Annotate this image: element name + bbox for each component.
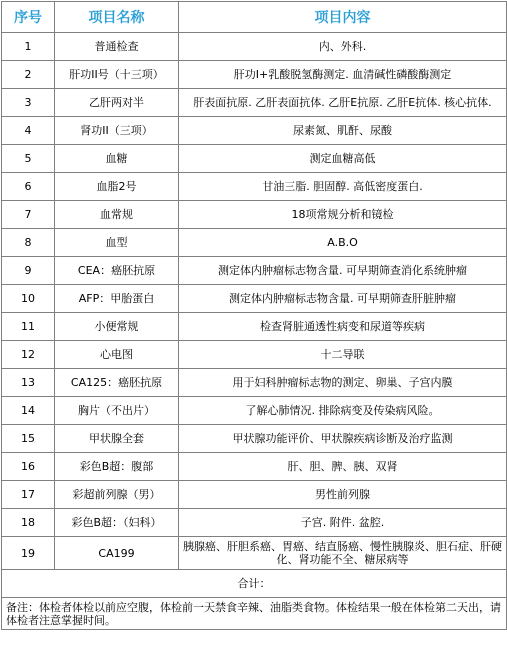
table-row [2,229,507,257]
item-name: 血脂2号 [55,173,179,201]
checkup-table [1,1,507,630]
total-row [2,570,507,598]
item-content: 胰腺癌、肝胆系癌、胃癌、结直肠癌、慢性胰腺炎、胆石症、肝硬化、肾功能不全、糖尿病等 [179,537,507,570]
item-name: 乙肝两对半 [55,89,179,117]
item-content: 测定体内肿瘤标志物含量. 可早期筛查消化系统肿瘤 [179,257,507,285]
row-number: 7 [2,201,55,229]
item-name: 彩超前列腺（男） [55,481,179,509]
table-row [2,201,507,229]
table-row [2,173,507,201]
item-content: 子宫. 附件. 盆腔. [179,509,507,537]
note-text: 备注：体检者体检以前应空腹，体检前一天禁食辛辣、油脂类食物。体检结果一般在体检第二天出，请体检者注意掌握时间。 [2,598,507,630]
item-name: 胸片（不出片） [55,397,179,425]
item-name: 小便常规 [55,313,179,341]
item-content: A.B.O [179,229,507,257]
item-name: 肾功II（三项） [55,117,179,145]
table-row [2,397,507,425]
item-name: CEA：癌胚抗原 [55,257,179,285]
table-row [2,537,507,570]
row-number: 8 [2,229,55,257]
item-content: 肝、胆、脾、胰、双肾 [179,453,507,481]
row-number: 4 [2,117,55,145]
item-content: 内、外科. [179,33,507,61]
table-row [2,313,507,341]
item-content: 肝表面抗原. 乙肝表面抗体. 乙肝E抗原. 乙肝E抗体. 核心抗体. [179,89,507,117]
item-content: 18项常规分析和镜检 [179,201,507,229]
table-row [2,61,507,89]
item-name: 肝功II号（十三项） [55,61,179,89]
total-label: 合计： [2,570,507,598]
row-number: 11 [2,313,55,341]
table-row [2,341,507,369]
item-name: 甲状腺全套 [55,425,179,453]
item-name: 血糖 [55,145,179,173]
item-content: 甲状腺功能评价、甲状腺疾病诊断及治疗监测 [179,425,507,453]
row-number: 19 [2,537,55,570]
item-name: CA125：癌胚抗原 [55,369,179,397]
item-content: 十二导联 [179,341,507,369]
row-number: 2 [2,61,55,89]
row-number: 5 [2,145,55,173]
table-row [2,257,507,285]
header-row [2,2,507,33]
item-name: 血常规 [55,201,179,229]
row-number: 12 [2,341,55,369]
row-number: 3 [2,89,55,117]
item-name: 彩色B超：（妇科） [55,509,179,537]
table-row [2,33,507,61]
table-row [2,285,507,313]
table-row [2,369,507,397]
header-no: 序号 [2,2,55,33]
item-content: 尿素氮、肌酐、尿酸 [179,117,507,145]
table-row [2,89,507,117]
item-name: CA199 [55,537,179,570]
row-number: 1 [2,33,55,61]
row-number: 14 [2,397,55,425]
item-name: 心电图 [55,341,179,369]
row-number: 13 [2,369,55,397]
row-number: 10 [2,285,55,313]
item-content: 甘油三脂. 胆固醇. 高低密度蛋白. [179,173,507,201]
item-content: 检查肾脏通透性病变和尿道等疾病 [179,313,507,341]
item-content: 男性前列腺 [179,481,507,509]
item-content: 肝功Ⅰ+乳酸脱氢酶测定. 血清碱性磷酸酶测定 [179,61,507,89]
header-content: 项目内容 [179,2,507,33]
table-body [2,33,507,570]
table-row [2,481,507,509]
table-row [2,117,507,145]
row-number: 9 [2,257,55,285]
table-row [2,425,507,453]
item-name: 普通检查 [55,33,179,61]
item-content: 测定体内肿瘤标志物含量. 可早期筛查肝脏肿瘤 [179,285,507,313]
row-number: 15 [2,425,55,453]
item-name: 血型 [55,229,179,257]
row-number: 16 [2,453,55,481]
item-name: 彩色B超：腹部 [55,453,179,481]
table-row [2,453,507,481]
row-number: 17 [2,481,55,509]
table-row [2,509,507,537]
row-number: 18 [2,509,55,537]
item-content: 用于妇科肿瘤标志物的测定、卵巢、子宫内膜 [179,369,507,397]
item-content: 测定血糖高低 [179,145,507,173]
item-content: 了解心肺情况. 排除病变及传染病风险。 [179,397,507,425]
note-row [2,598,507,630]
row-number: 6 [2,173,55,201]
item-name: AFP：甲胎蛋白 [55,285,179,313]
table-row [2,145,507,173]
header-name: 项目名称 [55,2,179,33]
